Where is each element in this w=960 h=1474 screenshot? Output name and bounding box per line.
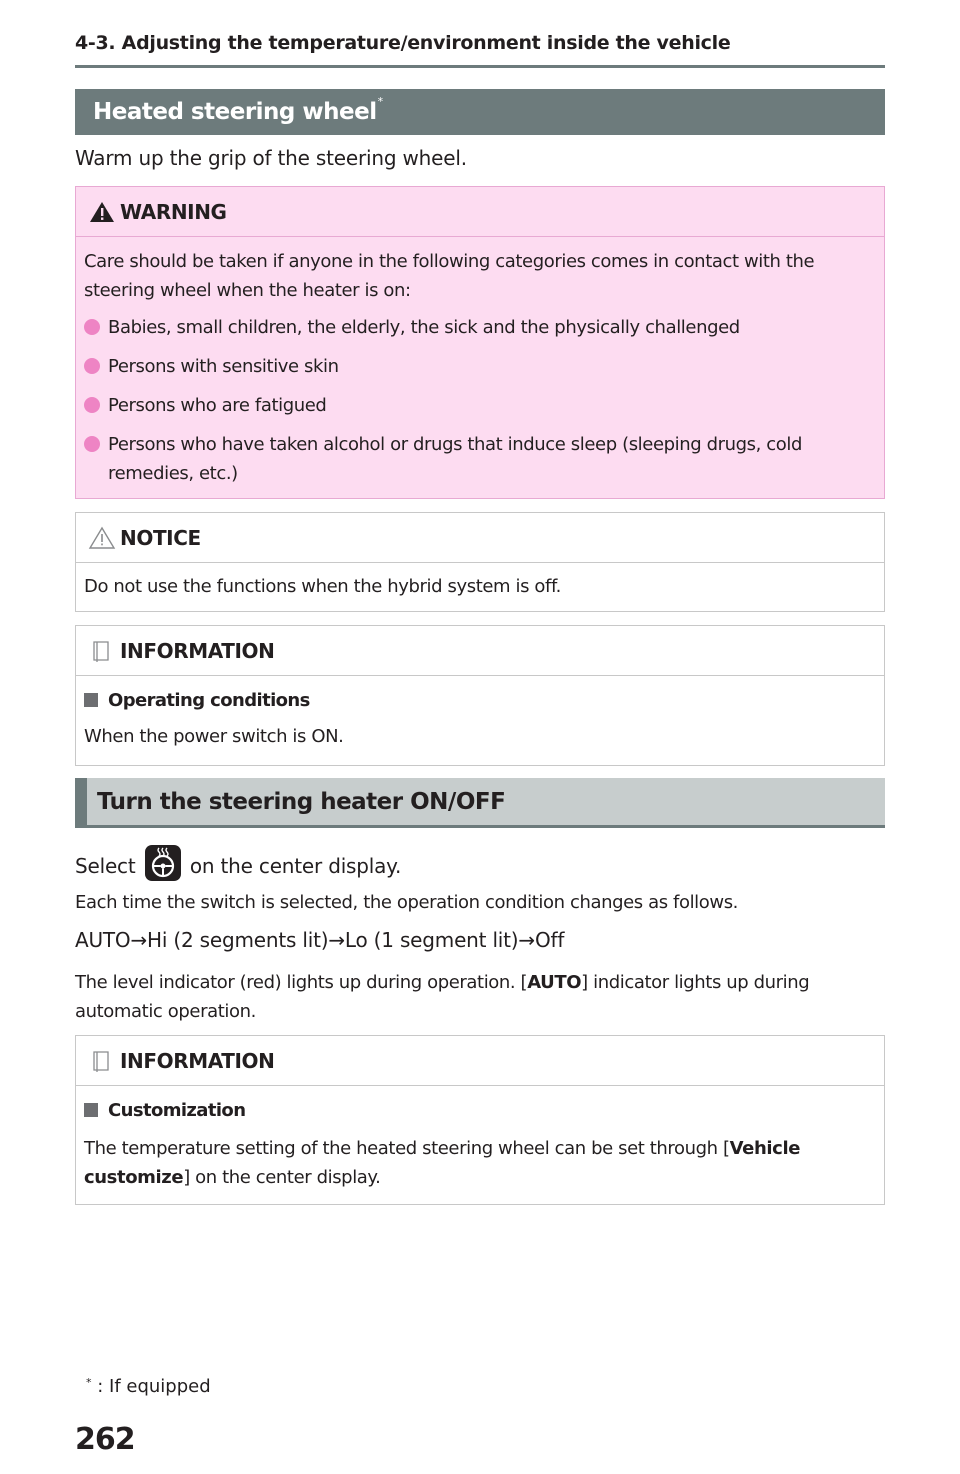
level-text-before: The level indicator (red) lights up during operation. [ [75, 972, 528, 993]
warning-triangle-icon [88, 200, 116, 224]
information-subtitle-text: Customization [108, 1099, 246, 1121]
warning-item [84, 352, 876, 381]
bullet-icon [84, 397, 100, 413]
notice-text: Do not use the functions when the hybrid system is off. [84, 576, 561, 597]
information-title: INFORMATION [120, 1048, 275, 1073]
notice-box [75, 512, 885, 612]
footnote-text: : If equipped [97, 1376, 211, 1397]
information-header [76, 1036, 884, 1086]
information-text: When the power switch is ON. [84, 726, 344, 747]
warning-item-text: Babies, small children, the elderly, the sick and the physically challenged [108, 317, 740, 338]
customize-text-before: The temperature setting of the heated steering wheel can be set through [ [84, 1138, 730, 1159]
page-header [75, 30, 885, 68]
footnote-mark: * [86, 1376, 92, 1389]
section-title-heated-steering [75, 89, 885, 135]
information-box [75, 625, 885, 766]
warning-item-text: Persons who are fatigued [108, 395, 327, 416]
information-title: INFORMATION [120, 638, 275, 663]
information-body [76, 1098, 884, 1192]
square-bullet-icon [84, 693, 98, 707]
section-title-text: Heated steering wheel [93, 99, 377, 125]
heated-steering-wheel-icon [145, 845, 181, 881]
information-box-customization [75, 1035, 885, 1205]
bullet-icon [84, 319, 100, 335]
select-text-after: on the center display. [189, 854, 402, 878]
level-text-after: ] indicator lights up during automatic operation. [75, 972, 810, 1022]
bullet-icon [84, 436, 100, 452]
information-book-icon [88, 639, 116, 663]
warning-item [84, 313, 876, 342]
section-title-turn-heater [75, 778, 885, 828]
header-section-title: 4-3. Adjusting the temperature/environment inside the vehicle [75, 32, 731, 54]
warning-item-text: Persons who have taken alcohol or drugs that induce sleep (sleeping drugs, cold remedies, etc.) [108, 434, 803, 484]
information-subtitle [84, 688, 876, 712]
warning-title: WARNING [120, 199, 227, 224]
warning-item [84, 430, 876, 488]
operation-sequence: AUTO→Hi (2 segments lit)→Lo (1 segment lit)→Off [75, 928, 565, 952]
page-number: 262 [75, 1422, 135, 1457]
information-body [76, 688, 884, 747]
warning-box [75, 186, 885, 499]
bullet-icon [84, 358, 100, 374]
section-title-text: Turn the steering heater ON/OFF [97, 789, 506, 815]
equipped-mark: * [377, 95, 383, 108]
information-subtitle-text: Operating conditions [108, 689, 310, 711]
warning-body [76, 247, 884, 488]
information-subtitle [84, 1098, 876, 1122]
notice-header [76, 513, 884, 563]
information-header [76, 626, 884, 676]
notice-triangle-icon [88, 526, 116, 550]
warning-item [84, 391, 876, 420]
select-text-before: Select [75, 854, 136, 878]
intro-text: Warm up the grip of the steering wheel. [75, 146, 467, 170]
auto-indicator-label: AUTO [527, 972, 582, 993]
warning-text: Care should be taken if anyone in the following categories comes in contact with the steering wheel when the heater is on: [84, 251, 815, 301]
warning-header [76, 187, 884, 237]
information-book-icon [88, 1049, 116, 1073]
each-time-text: Each time the switch is selected, the operation condition changes as follows. [75, 892, 739, 913]
footnote [86, 1376, 211, 1397]
select-instruction [75, 845, 875, 884]
customize-text-after: ] on the center display. [183, 1167, 381, 1188]
warning-item-text: Persons with sensitive skin [108, 356, 339, 377]
level-indicator-text [75, 968, 855, 1026]
vehicle-customize-label: Vehicle customize [84, 1138, 801, 1188]
information-text [84, 1134, 824, 1192]
notice-title: NOTICE [120, 525, 201, 550]
square-bullet-icon [84, 1103, 98, 1117]
